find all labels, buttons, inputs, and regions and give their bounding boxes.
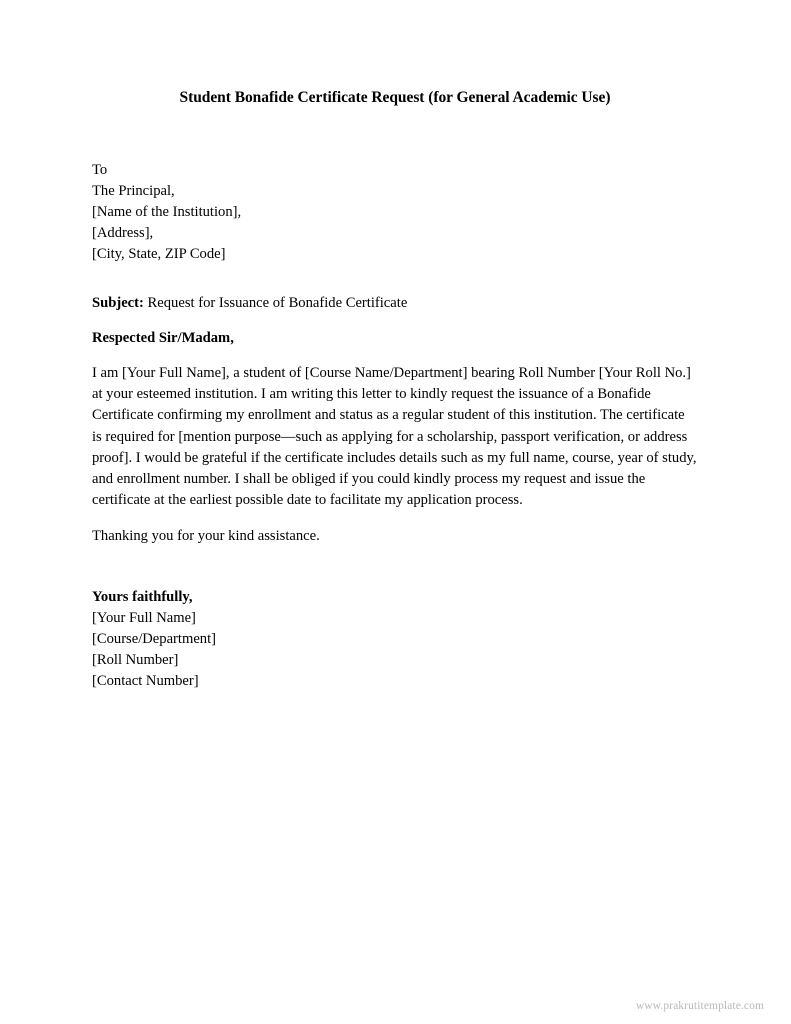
closing-line: [Roll Number] [92, 651, 179, 668]
recipient-address-block [92, 160, 698, 265]
body-paragraph: I am [Your Full Name], a student of [Course Name/Department] bearing Roll Number [Your Roll No.] at your esteemed institution. I am writing this letter to kindly request the issuance of a Bonafide Certificate confirming my enrollment and status as a regular student of this institution. The certificate is required for [mention purpose—such as applying for a scholarship, passport verification, or address proof]. I would be grateful if the certificate includes details such as my full name, course, year of study, and enrollment number. I shall be obliged if you could kindly process my request and issue the certificate at the earliest possible date to facilitate my application process. [92, 364, 697, 509]
closing-line: [Your Full Name] [92, 609, 196, 626]
thanks-paragraph: Thanking you for your kind assistance. [92, 527, 320, 544]
subject-line [92, 293, 698, 314]
address-line: [Address], [92, 224, 154, 241]
closing-line: [Course/Department] [92, 630, 217, 647]
subject-label: Subject: [92, 294, 144, 311]
footer-watermark: www.prakrutitemplate.com [635, 1000, 764, 1012]
page-title: Student Bonafide Certificate Request (for General Academic Use) [179, 89, 611, 106]
closing-label: Yours faithfully, [92, 588, 193, 605]
salutation: Respected Sir/Madam, [92, 329, 234, 346]
address-line: [Name of the Institution], [92, 203, 242, 220]
address-line: To [92, 161, 108, 178]
closing-block [92, 587, 698, 692]
document-content [92, 88, 698, 692]
address-line: The Principal, [92, 182, 175, 199]
address-line: [City, State, ZIP Code] [92, 245, 226, 262]
closing-line: [Contact Number] [92, 672, 199, 689]
subject-text: Request for Issuance of Bonafide Certificate [143, 294, 408, 311]
